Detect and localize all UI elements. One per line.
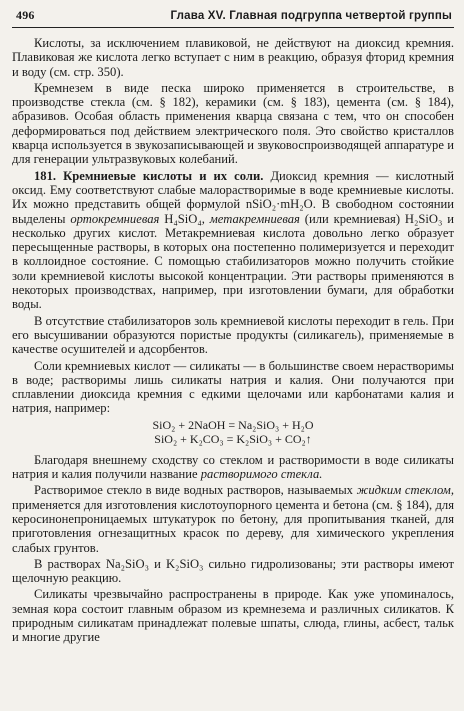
text-span: Благодаря внешнему сходству со стеклом и растворимости в воде силикаты натрия и калия получили название [12,452,454,482]
paragraph-hydrolysis: В растворах Na₂SiO₃ и K₂SiO₃ сильно гидролизованы; эти растворы имеют щелочную реакцию. [12,556,454,586]
italic-term: растворимого стекла. [200,467,323,482]
page-header [12,6,454,28]
equation: SiO₂ + 2NaOH = Na₂SiO₃ + H₂O [152,417,314,432]
paragraph-silica-uses: Кремнезем в виде песка широко применяется в строительстве, в производстве стекла (см. § 182), керамики (см. § 183), цемента (см. § 184), абразивов. Особая область применения кварца связана с тем, что он способен деформироваться под действием электрического поля. Это свойство кристаллов кварца используется в звукозаписывающей и звуковоспроизводящей аппаратуре и для генерации ультразвуковых колебаний. [12,80,454,167]
italic-term: жидким стеклом, [356,483,454,498]
paragraph-gel: В отсутствие стабилизаторов золь кремниевой кислоты переходит в гель. При его высушивании образуются пористые продукты (силикагель), применяемые в качестве осушителей и адсорбентов. [12,313,454,357]
text-span: применяется для изготовления кислотоупорного цемента и бетона (см. § 184), для керосинонепроницаемых штукатурок по бетону, для пропитывания тканей, для приготовления огнезащитных красок по дереву, для химического укрепления слабых грунтов. [12,497,454,555]
paragraph-silicic-acids [12,169,454,312]
section-heading: 181. Кремниевые кислоты и их соли. [34,168,264,183]
paragraph-acids: Кислоты, за исключением плавиковой, не действуют на диоксид кремния. Плавиковая же кислота легко вступает с ним в реакцию, образуя фторид кремния и воду (см. стр. 350). [12,36,454,79]
page-number: 496 [16,8,35,22]
chapter-title: Глава XV. Главная подгруппа четвертой группы [170,10,452,22]
text-span: H₄SiO₄, [159,211,210,226]
paragraph-natural-silicates: Силикаты чрезвычайно распространены в природе. Как уже упоминалось, земная кора состоит главным образом из кремнезема и различных силикатов. К природным силикатам принадлежат полевые шпаты, слюда, глины, асбест, тальк и многие другие [12,587,454,645]
paragraph-liquid-glass [12,483,454,554]
text-span: Диоксид кремния — кислотный оксид. Ему соответствуют слабые малорастворимые в воде кремниевые кислоты. Их можно представить общей формулой nSiO₂·mH₂O. В свободном состоянии выделены [12,168,454,226]
italic-term: ортокремниевая [70,211,160,226]
text-span: (или кремниевая) H₂SiO₃ и несколько других кислот. Метакремниевая кислота довольно легко образует пересыщенные растворы, в которых она постепенно полимеризуется и переходит в коллоидное состояние. С помощью стабилизаторов можно получить стойкие золи кремниевой кислоты высокой концентрации. Эти растворы применяются в некоторых производствах, например, при изготовлении бумаги, для обработки воды. [12,211,454,312]
text-span: Растворимое стекло в виде водных растворов, называемых [34,483,357,498]
equations [12,418,454,447]
italic-term: метакремниевая [209,211,300,226]
paragraph-soluble-glass [12,453,454,482]
paragraph-silicates: Соли кремниевых кислот — силикаты — в большинстве своем нерастворимы в воде; растворимы лишь силикаты натрия и калия. Они получаются при сплавлении диоксида кремния с едкими щелочами или карбонатами калия и натрия, например: [12,358,454,416]
equation: SiO₂ + K₂CO₃ = K₂SiO₃ + CO₂↑ [154,432,312,447]
